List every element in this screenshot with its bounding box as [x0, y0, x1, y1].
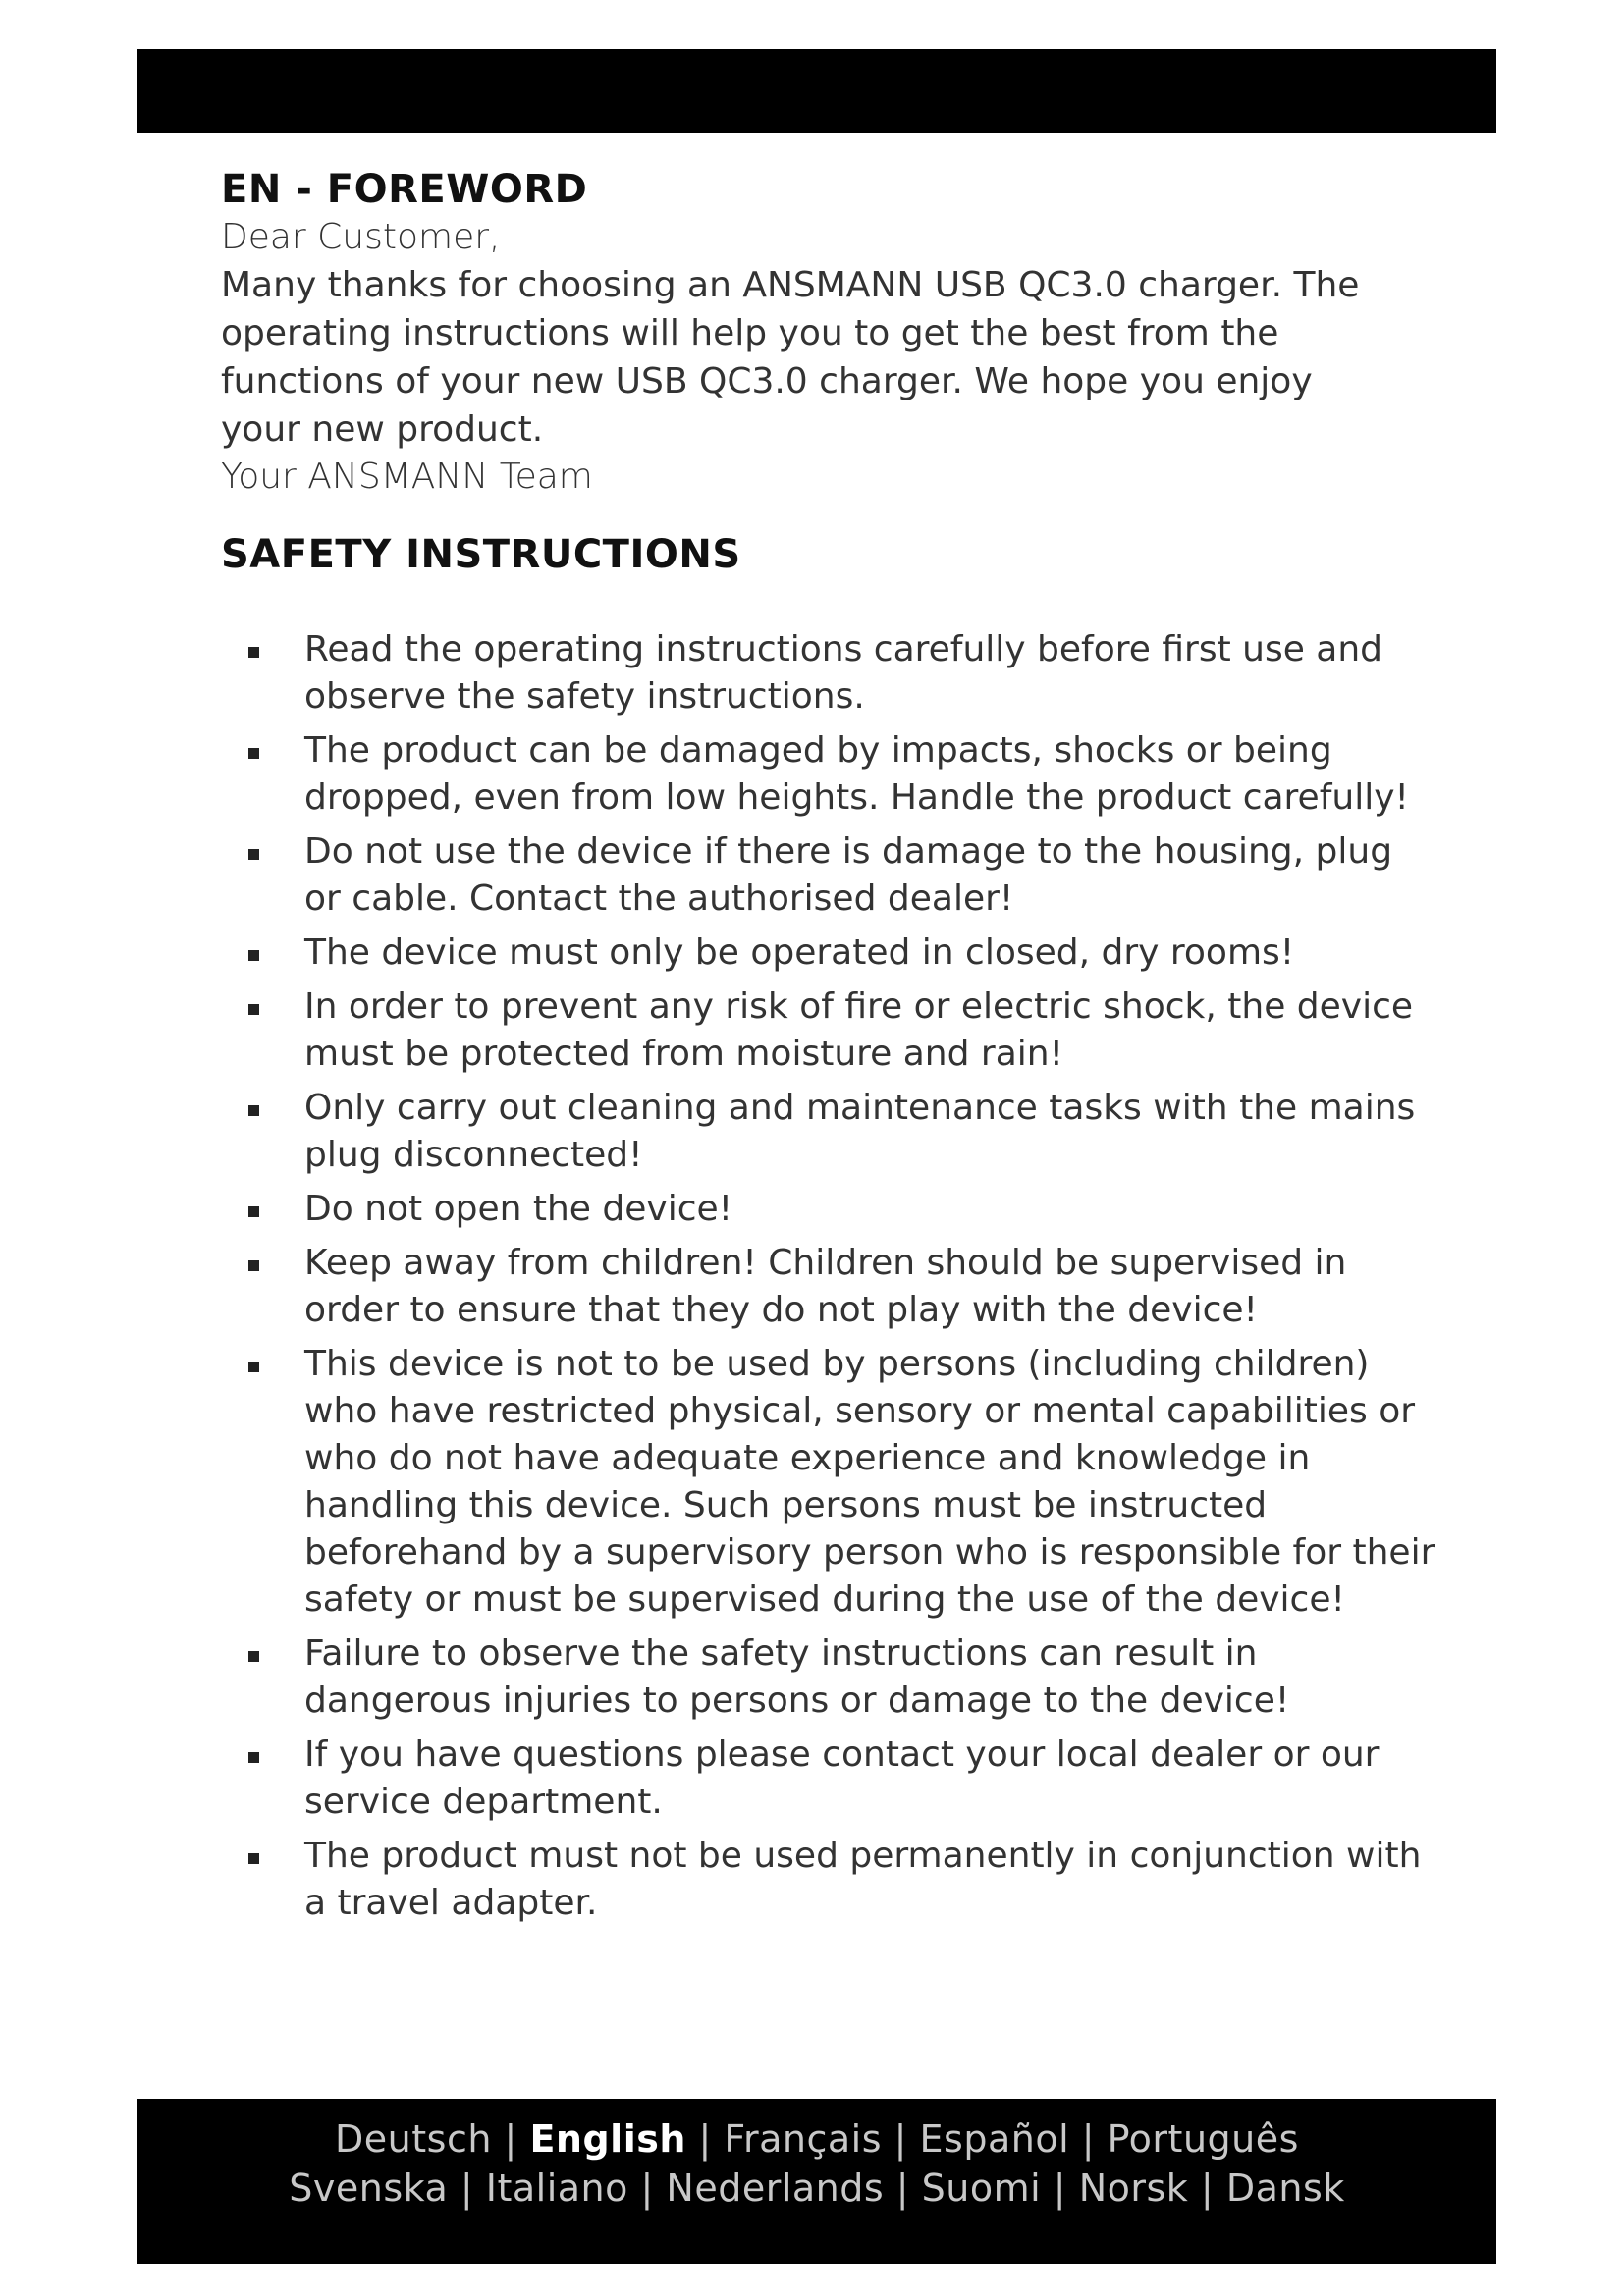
- foreword-title: - FOREWORD: [281, 167, 588, 212]
- language-link-deutsch[interactable]: Deutsch: [335, 2117, 492, 2161]
- page-content: [221, 165, 1435, 1934]
- safety-item-text: Do not open the device!: [304, 1189, 733, 1229]
- safety-item: [221, 727, 1438, 822]
- language-link-francais[interactable]: Français: [724, 2117, 883, 2161]
- bullet-icon: [248, 1362, 259, 1372]
- separator: |: [504, 2117, 517, 2161]
- safety-item: [221, 1833, 1438, 1927]
- language-link-portugues[interactable]: Português: [1107, 2117, 1299, 2161]
- safety-item-text: The product can be damaged by impacts, shocks or being dropped, even from low heights. Handle the product carefully!: [304, 730, 1409, 818]
- bullet-icon: [248, 1004, 259, 1015]
- safety-item-text: This device is not to be used by persons (including children) who have restricted physical, sensory or mental capabilities or who do not have adequate experience and knowledge in handling this device. Such persons must be instructed beforehand by a supervisory person who is responsible for their safety or must be supervised during the use of the device!: [304, 1344, 1435, 1620]
- language-link-italiano[interactable]: Italiano: [485, 2166, 628, 2210]
- language-link-espanol[interactable]: Español: [919, 2117, 1070, 2161]
- bullet-icon: [248, 849, 259, 860]
- bullet-icon: [248, 1105, 259, 1116]
- separator: |: [895, 2166, 910, 2210]
- separator: |: [893, 2117, 907, 2161]
- signoff: Your ANSMANN Team: [221, 456, 593, 497]
- language-link-suomi[interactable]: Suomi: [921, 2166, 1042, 2210]
- safety-item-text: Read the operating instructions carefully before first use and observe the safety instructions.: [304, 629, 1383, 717]
- language-row: [137, 2163, 1496, 2213]
- separator: |: [1053, 2166, 1067, 2210]
- safety-item-text: Only carry out cleaning and maintenance tasks with the mains plug disconnected!: [304, 1088, 1416, 1175]
- bullet-icon: [248, 1853, 259, 1864]
- bullet-icon: [248, 1206, 259, 1217]
- language-list: [137, 2114, 1496, 2213]
- safety-item: [221, 1085, 1438, 1179]
- safety-item-text: If you have questions please contact your local dealer or our service department.: [304, 1735, 1380, 1822]
- safety-item-text: The product must not be used permanently in conjunction with a travel adapter.: [304, 1836, 1422, 1923]
- language-row: [137, 2114, 1496, 2163]
- language-link-english[interactable]: English: [529, 2117, 686, 2161]
- safety-item-text: Keep away from children! Children should be supervised in order to ensure that they do not play with the device!: [304, 1243, 1347, 1330]
- foreword-paragraph: Many thanks for choosing an ANSMANN USB QC3.0 charger. The operating instructions will help you to get the best from the functions of your new USB QC3.0 charger. We hope you enjoy your new product.: [221, 265, 1360, 450]
- bullet-icon: [248, 647, 259, 658]
- safety-item: [221, 984, 1438, 1078]
- safety-item: [221, 1186, 1438, 1233]
- language-link-dansk[interactable]: Dansk: [1225, 2166, 1345, 2210]
- safety-item: [221, 1240, 1438, 1334]
- bullet-icon: [248, 748, 259, 759]
- safety-item-text: In order to prevent any risk of fire or electric shock, the device must be protected from moisture and rain!: [304, 987, 1414, 1074]
- language-link-nederlands[interactable]: Nederlands: [666, 2166, 885, 2210]
- separator: |: [460, 2166, 474, 2210]
- greeting: Dear Customer,: [221, 217, 501, 257]
- bullet-icon: [248, 1651, 259, 1662]
- separator: |: [698, 2117, 712, 2161]
- safety-item-text: Failure to observe the safety instructions can result in dangerous injuries to persons or damage to the device!: [304, 1633, 1290, 1721]
- safety-item-text: Do not use the device if there is damage to the housing, plug or cable. Contact the authorised dealer!: [304, 831, 1393, 919]
- bullet-icon: [248, 1260, 259, 1271]
- bullet-icon: [248, 950, 259, 961]
- language-footer: [137, 2099, 1496, 2264]
- safety-item-text: The device must only be operated in closed, dry rooms!: [304, 933, 1295, 973]
- separator: |: [1081, 2117, 1096, 2161]
- safety-item: [221, 1732, 1438, 1826]
- safety-heading: SAFETY INSTRUCTIONS: [221, 532, 741, 577]
- safety-item: [221, 626, 1438, 721]
- safety-item: [221, 1341, 1438, 1624]
- language-code: EN: [221, 167, 282, 212]
- safety-list: [221, 626, 1435, 1927]
- separator: |: [1200, 2166, 1215, 2210]
- bullet-icon: [248, 1752, 259, 1763]
- header-bar: [137, 49, 1496, 133]
- safety-item: [221, 930, 1438, 977]
- language-link-norsk[interactable]: Norsk: [1078, 2166, 1189, 2210]
- separator: |: [640, 2166, 654, 2210]
- safety-item: [221, 1630, 1438, 1725]
- safety-item: [221, 828, 1438, 923]
- language-link-svenska[interactable]: Svenska: [289, 2166, 449, 2210]
- foreword-heading: [221, 165, 1429, 214]
